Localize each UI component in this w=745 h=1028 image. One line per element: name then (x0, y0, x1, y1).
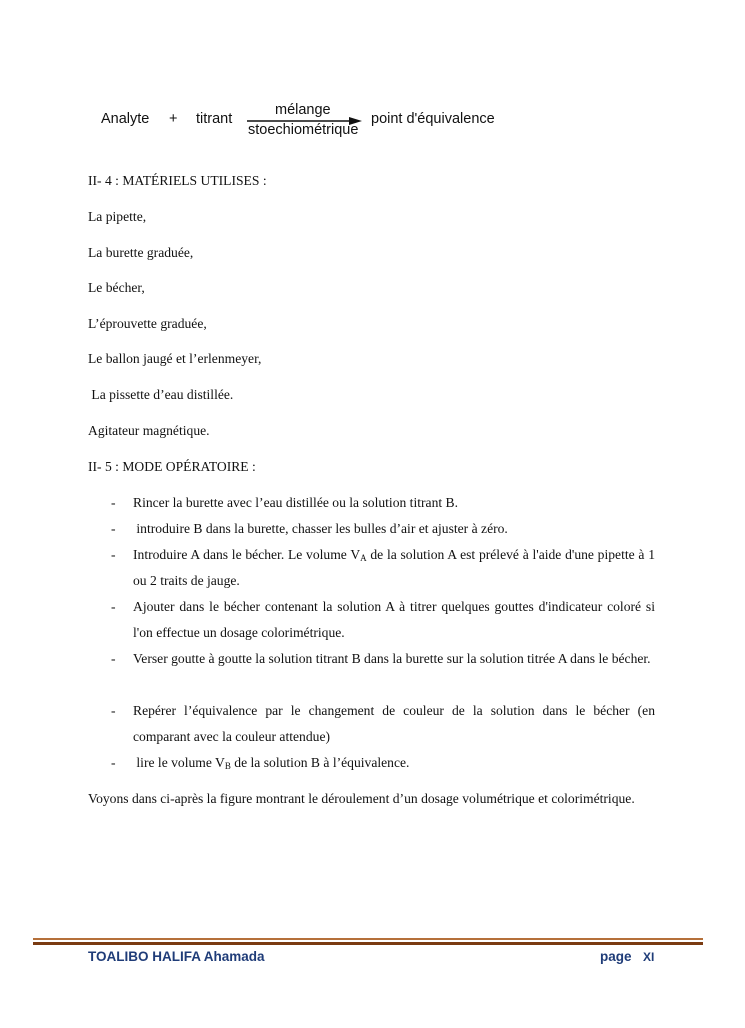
eq-arrow-bottom: stoechiométrique (248, 122, 359, 138)
material-item: L’éprouvette graduée, (88, 316, 207, 331)
step-text-part: de la solution B à l’équivalence. (230, 755, 410, 770)
procedure-step (88, 542, 655, 594)
subscript: A (360, 553, 367, 563)
step-text-part: de la solution A est prélevé à l'aide d'une pipette à 1 ou 2 traits de jauge. (133, 547, 655, 588)
material-item: Agitateur magnétique. (88, 423, 210, 438)
eq-arrow-top: mélange (275, 102, 331, 118)
subscript: B (224, 761, 231, 771)
step-text: Ajouter dans le bécher contenant la solution A à titrer quelques gouttes d'indicateur coloré si l'on effectue un dosage colorimétrique. (133, 599, 655, 640)
bullet-dash: - (111, 703, 116, 718)
conclusion-paragraph: Voyons dans ci-après la figure montrant le déroulement d’un dosage volumétrique et colorimétrique. (88, 791, 635, 806)
step-text-part: Introduire A dans le bécher. Le volume V (133, 547, 361, 562)
footer-page-label: page (600, 949, 632, 964)
bullet-dash: - (111, 755, 116, 770)
procedure-step (88, 516, 655, 542)
step-text-part: lire le volume V (133, 755, 225, 770)
step-text (133, 542, 655, 594)
step-text: Repérer l’équivalence par le changement de couleur de la solution dans le bécher (en comparant avec la couleur attendue) (133, 703, 655, 744)
bullet-dash: - (111, 599, 116, 614)
procedure-step (88, 698, 655, 750)
material-item: La pissette d’eau distillée. (88, 387, 234, 402)
section-heading-procedure: II- 5 : MODE OPÉRATOIRE : (88, 459, 256, 474)
bullet-dash: - (111, 521, 116, 536)
material-item: La pipette, (88, 209, 147, 224)
footer-author: TOALIBO HALIFA Ahamada (88, 949, 265, 964)
footer-page-number: XI (643, 950, 655, 964)
eq-product: point d'équivalence (371, 111, 495, 127)
procedure-step (88, 646, 655, 672)
bullet-dash: - (111, 651, 116, 666)
step-text: Verser goutte à goutte la solution titrant B dans la burette sur la solution titrée A dans le bécher. (133, 651, 651, 666)
bullet-dash: - (111, 495, 116, 510)
step-text: introduire B dans la burette, chasser les bulles d’air et ajuster à zéro. (133, 521, 508, 536)
material-item: La burette graduée, (88, 245, 194, 260)
eq-plus: + (169, 111, 178, 127)
eq-titrant: titrant (196, 111, 233, 127)
step-text (133, 750, 655, 776)
material-item: Le ballon jaugé et l’erlenmeyer, (88, 351, 262, 366)
procedure-step (88, 750, 655, 776)
material-item: Le bécher, (88, 280, 145, 295)
procedure-step (88, 594, 655, 646)
procedure-step (88, 490, 655, 516)
eq-analyte: Analyte (101, 111, 150, 127)
bullet-dash: - (111, 547, 116, 562)
step-text: Rincer la burette avec l’eau distillée ou la solution titrant B. (133, 495, 459, 510)
section-heading-materials: II- 4 : MATÉRIELS UTILISES : (88, 173, 267, 188)
